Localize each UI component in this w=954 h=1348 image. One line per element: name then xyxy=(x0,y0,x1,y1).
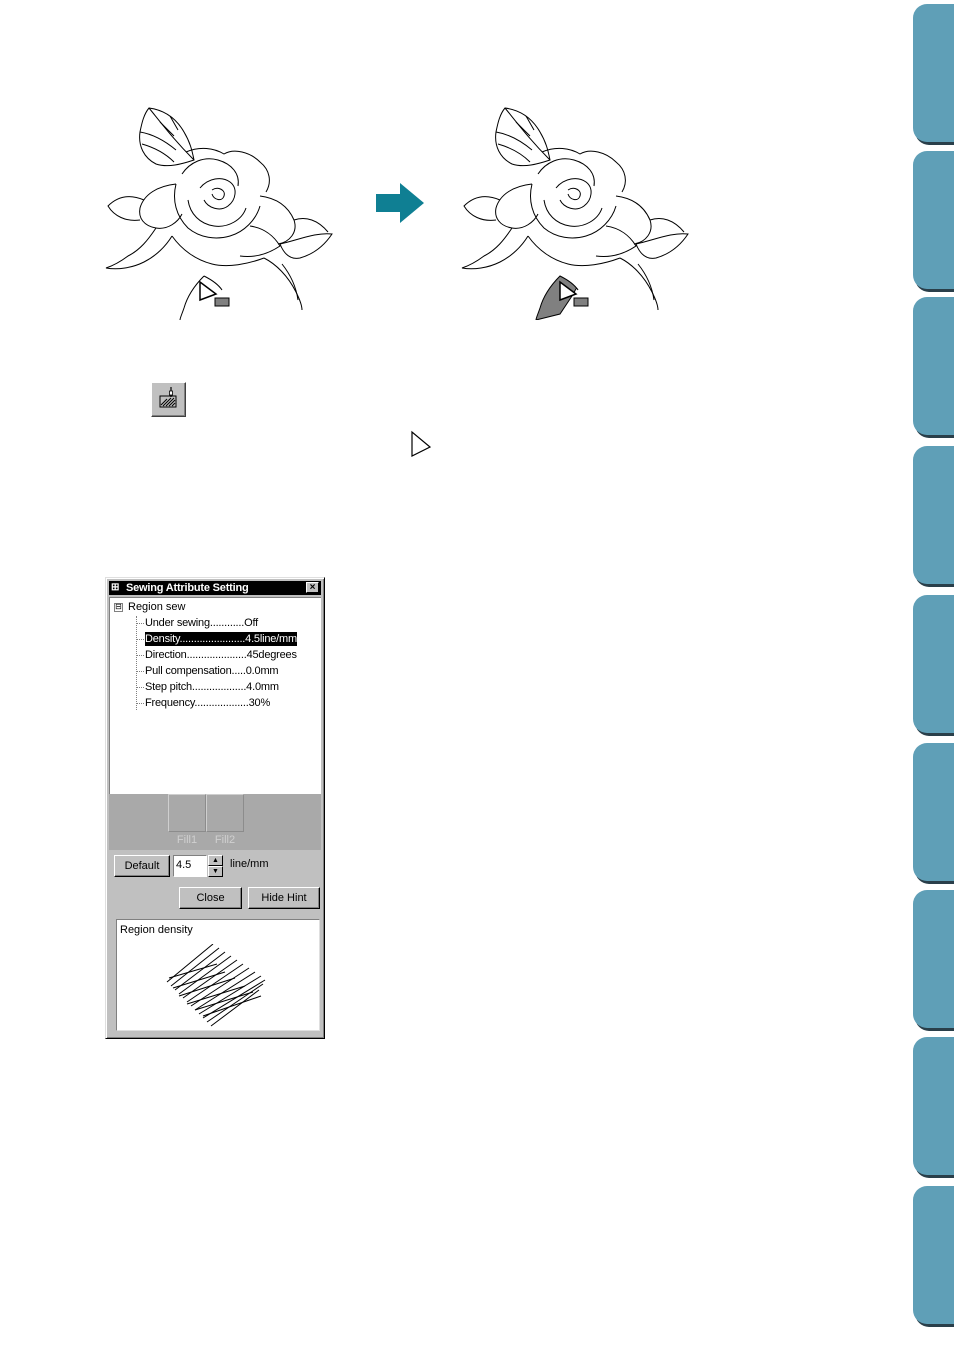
side-tab-7[interactable] xyxy=(913,890,954,1028)
app-icon: ⊞ xyxy=(111,582,120,593)
tree-connector xyxy=(136,616,137,710)
close-button[interactable]: Close xyxy=(179,887,242,909)
tree-item-label: Density.......................4.5line/mm xyxy=(145,633,297,645)
tree-item-under-sewing[interactable] xyxy=(145,616,258,630)
tree-root-region-sew[interactable] xyxy=(114,600,185,614)
attribute-tree[interactable] xyxy=(109,597,321,794)
collapse-icon[interactable]: ⊟ xyxy=(115,602,122,611)
side-tab-9[interactable] xyxy=(913,1186,954,1324)
hint-panel xyxy=(116,919,320,1031)
default-button[interactable]: Default xyxy=(114,855,170,877)
sewing-attribute-dialog xyxy=(105,577,325,1039)
spin-up-icon[interactable]: ▲ xyxy=(208,855,223,866)
hint-title: Region density xyxy=(120,924,193,936)
tree-item-frequency[interactable] xyxy=(145,696,270,710)
fill-pattern-area xyxy=(109,794,321,850)
fill1-button[interactable] xyxy=(168,794,206,832)
tree-root-label: Region sew xyxy=(128,601,186,613)
tree-item-label: Frequency...................30% xyxy=(145,697,271,709)
dialog-title: Sewing Attribute Setting xyxy=(126,582,249,594)
side-tab-2[interactable] xyxy=(913,151,954,289)
tree-item-pull-compensation[interactable] xyxy=(145,664,278,678)
density-unit-label: line/mm xyxy=(230,858,269,870)
tree-item-direction[interactable] xyxy=(145,648,297,662)
tree-item-label: Step pitch...................4.0mm xyxy=(145,681,279,693)
pointer-cursor-icon xyxy=(410,430,434,460)
density-input[interactable]: 4.5 xyxy=(173,855,207,877)
tree-item-label: Under sewing............Off xyxy=(145,617,259,629)
side-tab-1[interactable] xyxy=(913,4,954,142)
tree-item-label: Pull compensation.....0.0mm xyxy=(145,665,279,677)
fill1-label: Fill1 xyxy=(176,834,198,846)
region-sew-tool-button[interactable] xyxy=(151,382,186,417)
dialog-titlebar[interactable] xyxy=(109,581,321,595)
spin-down-icon[interactable]: ▼ xyxy=(208,866,223,877)
right-arrow-icon xyxy=(374,181,426,225)
rose-outline-after xyxy=(460,104,692,320)
region-sew-tool-icon xyxy=(152,383,185,416)
tree-item-label: Direction.....................45degrees xyxy=(145,649,297,661)
tree-item-density[interactable] xyxy=(145,632,297,646)
side-tab-5[interactable] xyxy=(913,595,954,733)
tree-item-step-pitch[interactable] xyxy=(145,680,279,694)
fill2-label: Fill2 xyxy=(214,834,236,846)
fill2-button[interactable] xyxy=(206,794,244,832)
hide-hint-button[interactable]: Hide Hint xyxy=(248,887,320,909)
side-tab-4[interactable] xyxy=(913,446,954,584)
close-icon[interactable]: × xyxy=(306,582,319,593)
rose-outline-before xyxy=(104,104,336,320)
side-tab-3[interactable] xyxy=(913,297,954,435)
side-tab-6[interactable] xyxy=(913,743,954,881)
region-density-diagram xyxy=(165,944,269,1028)
side-tab-8[interactable] xyxy=(913,1037,954,1175)
